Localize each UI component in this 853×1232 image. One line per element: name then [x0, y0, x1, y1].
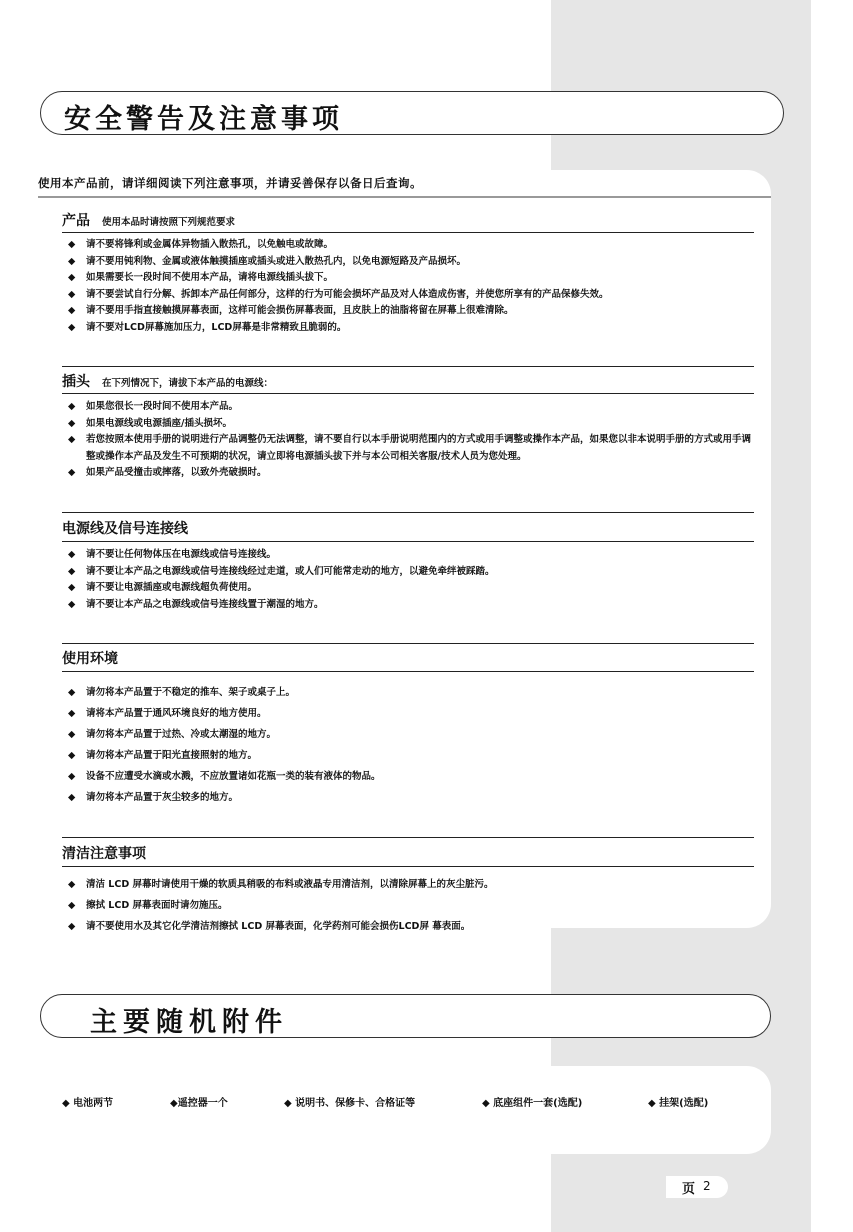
- page-number: 2: [703, 1179, 711, 1193]
- list-item: ◆ 清洁 LCD 屏幕时请使用干燥的软质具稍吸的布料或液晶专用清洁剂，以清除屏幕上的灰尘脏污。: [68, 874, 758, 895]
- list-item: ◆ 请不要用钝利物、金属或液体触摸插座或插头或进入散热孔内，以免电源短路及产品损坏。: [68, 254, 758, 271]
- cleaning-heading: 清洁注意事项: [62, 846, 146, 862]
- list-item: ◆ 请不要将锋利或金属体异物插入散热孔，以免触电或故障。: [68, 237, 758, 254]
- list-item: ◆ 请不要让电源插座或电源线超负荷使用。: [68, 580, 758, 597]
- list-item: ◆ 如果产品受撞击或摔落，以致外壳破损时。: [68, 465, 758, 482]
- environment-list: [68, 682, 758, 808]
- product-heading-label: 产品: [62, 213, 90, 229]
- plug-heading: [62, 371, 273, 391]
- plug-subheading: 在下列情况下，请拔下本产品的电源线：: [102, 378, 274, 389]
- list-item: ◆ 如果电源线或电源插座/插头损坏。: [68, 416, 758, 433]
- list-item: ◆ 擦拭 LCD 屏幕表面时请勿施压。: [68, 895, 758, 916]
- list-item: ◆ 若您按照本使用手册的说明进行产品调整仍无法调整，请不要自行以本手册说明范围内的方式或用手调整或操作本产品，如果您以非本说明手册的方式或用手调整或操作本产品及发生不可预期的状况，请立即将电源插头拔下并与本公司相关客服/技术人员为您处理。: [68, 432, 758, 465]
- accessory-item: ◆ 电池两节: [62, 1098, 114, 1109]
- cable-divider: [62, 541, 754, 542]
- environment-heading: 使用环境: [62, 651, 118, 667]
- product-list: [68, 237, 758, 336]
- section-title: 安全警告及注意事项: [64, 104, 343, 135]
- accessory-item: ◆ 挂架(选配): [648, 1098, 709, 1109]
- plug-list: [68, 399, 758, 482]
- plug-top-divider: [62, 366, 754, 367]
- list-item: ◆ 请勿将本产品置于过热、冷或太潮湿的地方。: [68, 724, 758, 745]
- intro-text: 使用本产品前，请详细阅读下列注意事项，并请妥善保存以备日后查询。: [38, 176, 422, 190]
- list-item: ◆ 请将本产品置于通风环境良好的地方使用。: [68, 703, 758, 724]
- product-divider: [62, 232, 754, 233]
- page-label: 页: [682, 1182, 696, 1197]
- environment-divider: [62, 671, 754, 672]
- list-item: ◆ 请不要让本产品之电源线或信号连接线置于潮湿的地方。: [68, 597, 758, 614]
- list-item: ◆ 请勿将本产品置于阳光直接照射的地方。: [68, 745, 758, 766]
- plug-divider: [62, 393, 754, 394]
- page-number-tab: [666, 1176, 728, 1198]
- cable-heading: 电源线及信号连接线: [62, 521, 188, 537]
- accessory-item: ◆遥控器一个: [170, 1098, 228, 1109]
- list-item: ◆ 请勿将本产品置于灰尘较多的地方。: [68, 787, 758, 808]
- plug-heading-label: 插头: [62, 374, 90, 390]
- list-item: ◆ 请不要让任何物体压在电源线或信号连接线。: [68, 547, 758, 564]
- list-item: ◆ 请不要对LCD屏幕施加压力，LCD屏幕是非常精致且脆弱的。: [68, 320, 758, 337]
- accessories-title: 主要随机附件: [90, 1007, 288, 1038]
- intro-divider: [38, 196, 771, 198]
- environment-top-divider: [62, 643, 754, 644]
- list-item: ◆ 请勿将本产品置于不稳定的推车、架子或桌子上。: [68, 682, 758, 703]
- list-item: ◆ 设备不应遭受水滴或水溅，不应放置诸如花瓶一类的装有液体的物品。: [68, 766, 758, 787]
- product-subheading: 使用本品时请按照下列规范要求: [102, 217, 236, 228]
- cleaning-divider: [62, 866, 754, 867]
- list-item: ◆ 请不要尝试自行分解、拆卸本产品任何部分，这样的行为可能会损坏产品及对人体造成伤害，并使您所享有的产品保修失效。: [68, 287, 758, 304]
- list-item: ◆ 请不要使用水及其它化学清洁剂擦拭 LCD 屏幕表面，化学药剂可能会损伤LCD屏 幕表面。: [68, 916, 758, 937]
- cleaning-list: [68, 874, 758, 937]
- cleaning-top-divider: [62, 837, 754, 838]
- accessory-item: ◆ 底座组件一套(选配): [482, 1098, 583, 1109]
- cable-top-divider: [62, 512, 754, 513]
- cable-list: [68, 547, 758, 613]
- accessories-row: [62, 1094, 752, 1114]
- list-item: ◆ 请不要让本产品之电源线或信号连接线经过走道，或人们可能常走动的地方，以避免牵绊被踩踏。: [68, 564, 758, 581]
- product-heading: [62, 210, 235, 230]
- list-item: ◆ 请不要用手指直接触摸屏幕表面，这样可能会损伤屏幕表面，且皮肤上的油脂将留在屏幕上很难清除。: [68, 303, 758, 320]
- accessory-item: ◆ 说明书、保修卡、合格证等: [284, 1098, 416, 1109]
- list-item: ◆ 如果需要长一段时间不使用本产品，请将电源线插头拔下。: [68, 270, 758, 287]
- list-item: ◆ 如果您很长一段时间不使用本产品。: [68, 399, 758, 416]
